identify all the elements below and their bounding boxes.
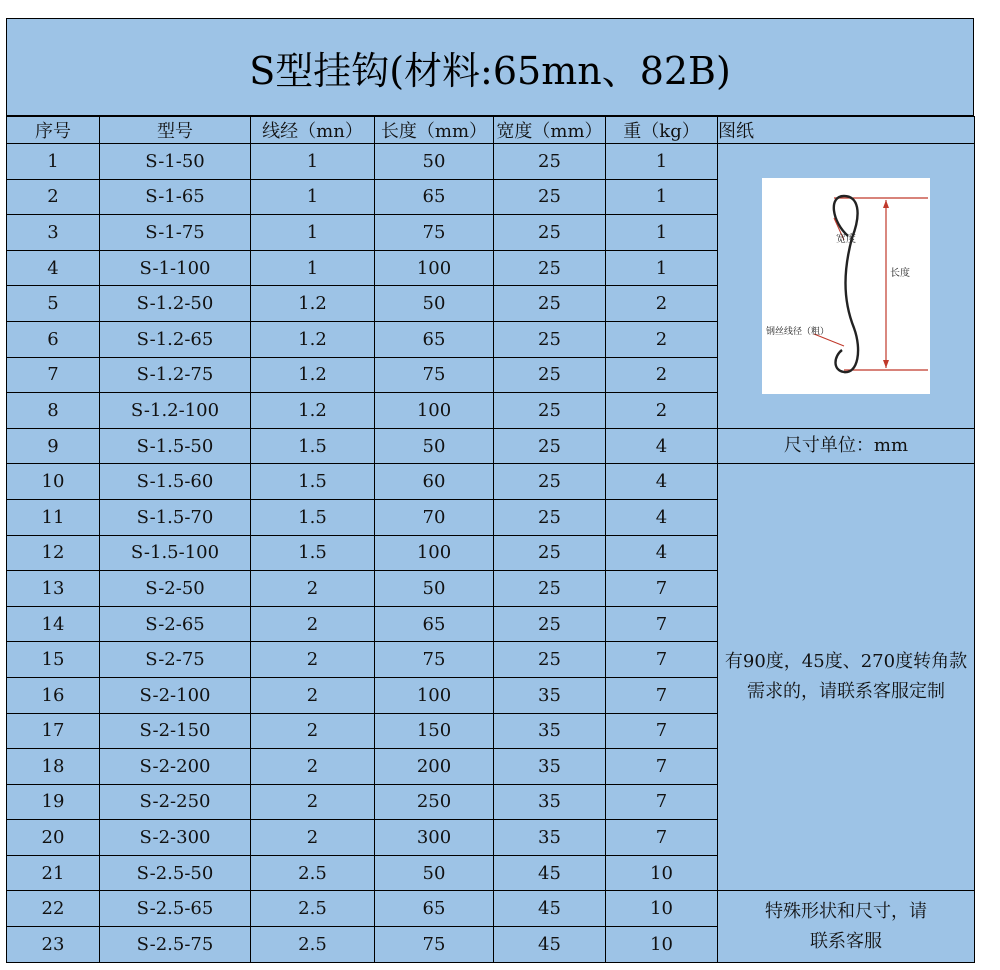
table-cell: S-2-75 — [100, 642, 251, 678]
custom-angle-note: 有90度，45度、270度转角款需求的，请联系客服定制 — [718, 464, 975, 891]
table-cell: 7 — [7, 357, 100, 393]
table-cell: 50 — [375, 286, 494, 322]
table-cell: 50 — [375, 144, 494, 180]
table-cell: 25 — [494, 286, 606, 322]
table-cell: 7 — [606, 642, 718, 678]
table-cell: 65 — [375, 179, 494, 215]
table-cell: 4 — [606, 464, 718, 500]
table-cell: 19 — [7, 784, 100, 820]
table-cell: 25 — [494, 357, 606, 393]
table-cell: 1 — [606, 250, 718, 286]
table-cell: 1.5 — [251, 464, 375, 500]
table-cell: 25 — [494, 464, 606, 500]
table-cell: S-1.5-100 — [100, 535, 251, 571]
table-cell: S-2-100 — [100, 677, 251, 713]
table-cell: 100 — [375, 393, 494, 429]
table-cell: 2 — [251, 713, 375, 749]
table-cell: 1 — [251, 179, 375, 215]
table-cell: 9 — [7, 428, 100, 464]
table-cell: 45 — [494, 891, 606, 927]
table-cell: 2 — [606, 286, 718, 322]
table-cell: 1.2 — [251, 393, 375, 429]
table-cell: 1 — [606, 179, 718, 215]
table-cell: S-2-200 — [100, 749, 251, 785]
table-cell: 25 — [494, 250, 606, 286]
table-cell: S-1.2-65 — [100, 321, 251, 357]
table-cell: 11 — [7, 499, 100, 535]
table-cell: 25 — [494, 321, 606, 357]
table-cell: 17 — [7, 713, 100, 749]
table-cell: 50 — [375, 428, 494, 464]
table-cell: 25 — [494, 393, 606, 429]
table-cell: 2.5 — [251, 927, 375, 963]
table-cell: 14 — [7, 606, 100, 642]
table-cell: 8 — [7, 393, 100, 429]
table-cell: S-1-65 — [100, 179, 251, 215]
unit-note: 尺寸单位：mm — [718, 428, 975, 464]
table-cell: 75 — [375, 357, 494, 393]
table-cell: S-2.5-50 — [100, 855, 251, 891]
table-cell: 25 — [494, 535, 606, 571]
spec-table — [6, 116, 975, 963]
table-cell: S-2-250 — [100, 784, 251, 820]
table-cell: 2 — [251, 606, 375, 642]
width-label: 宽度 — [836, 233, 856, 245]
table-cell: 65 — [375, 606, 494, 642]
table-cell: 1.2 — [251, 357, 375, 393]
table-cell: 1 — [251, 144, 375, 180]
table-cell: 7 — [606, 606, 718, 642]
table-cell: 1.2 — [251, 286, 375, 322]
table-cell: 6 — [7, 321, 100, 357]
table-cell: 10 — [7, 464, 100, 500]
table-cell: 4 — [606, 535, 718, 571]
header-cell: 线经（mn） — [251, 117, 375, 144]
table-cell: S-2-300 — [100, 820, 251, 856]
table-row — [7, 428, 975, 464]
table-cell: 1.5 — [251, 499, 375, 535]
table-cell: 65 — [375, 321, 494, 357]
special-note: 特殊形状和尺寸，请联系客服 — [718, 891, 975, 962]
table-cell: 2 — [251, 749, 375, 785]
table-cell: 21 — [7, 855, 100, 891]
diagram-cell — [718, 144, 975, 429]
table-cell: 16 — [7, 677, 100, 713]
table-cell: 100 — [375, 535, 494, 571]
table-cell: 35 — [494, 749, 606, 785]
table-cell: 7 — [606, 820, 718, 856]
table-cell: 150 — [375, 713, 494, 749]
table-cell: S-1.5-60 — [100, 464, 251, 500]
header-cell: 序号 — [7, 117, 100, 144]
table-cell: 200 — [375, 749, 494, 785]
table-cell: 1 — [606, 215, 718, 251]
table-cell: S-1-75 — [100, 215, 251, 251]
table-cell: 18 — [7, 749, 100, 785]
table-cell: 2 — [606, 393, 718, 429]
table-cell: 25 — [494, 606, 606, 642]
table-cell: 25 — [494, 571, 606, 607]
table-cell: 70 — [375, 499, 494, 535]
table-cell: 5 — [7, 286, 100, 322]
table-cell: S-1.5-50 — [100, 428, 251, 464]
table-cell: 13 — [7, 571, 100, 607]
table-row — [7, 144, 975, 180]
table-cell: 10 — [606, 927, 718, 963]
table-cell: S-1.2-75 — [100, 357, 251, 393]
table-cell: 100 — [375, 677, 494, 713]
table-cell: S-2.5-65 — [100, 891, 251, 927]
table-cell: 75 — [375, 927, 494, 963]
table-cell: 25 — [494, 215, 606, 251]
table-cell: 35 — [494, 784, 606, 820]
table-cell: S-1.5-70 — [100, 499, 251, 535]
table-cell: 1.2 — [251, 321, 375, 357]
table-cell: 25 — [494, 642, 606, 678]
table-cell: 25 — [494, 144, 606, 180]
header-cell: 型号 — [100, 117, 251, 144]
table-cell: S-2-50 — [100, 571, 251, 607]
table-cell: 2.5 — [251, 891, 375, 927]
table-cell: 15 — [7, 642, 100, 678]
table-row — [7, 464, 975, 500]
hook-diagram — [762, 178, 930, 394]
table-cell: 4 — [606, 428, 718, 464]
table-cell: 1.5 — [251, 428, 375, 464]
table-cell: 10 — [606, 891, 718, 927]
table-cell: 1.5 — [251, 535, 375, 571]
table-cell: 1 — [251, 250, 375, 286]
header-cell: 重（kg） — [606, 117, 718, 144]
length-label: 长度 — [890, 267, 910, 279]
table-cell: 25 — [494, 179, 606, 215]
table-cell: 45 — [494, 855, 606, 891]
table-cell: 250 — [375, 784, 494, 820]
header-cell: 宽度（mm） — [494, 117, 606, 144]
table-cell: 2 — [251, 820, 375, 856]
table-cell: 1 — [606, 144, 718, 180]
table-cell: 35 — [494, 713, 606, 749]
table-cell: S-1.2-100 — [100, 393, 251, 429]
table-cell: 75 — [375, 642, 494, 678]
table-cell: 4 — [7, 250, 100, 286]
table-cell: S-1-50 — [100, 144, 251, 180]
table-cell: 2.5 — [251, 855, 375, 891]
table-cell: 2 — [251, 677, 375, 713]
spec-sheet — [6, 18, 974, 963]
table-cell: S-2.5-75 — [100, 927, 251, 963]
table-cell: 1 — [251, 215, 375, 251]
table-cell: 20 — [7, 820, 100, 856]
table-cell: 10 — [606, 855, 718, 891]
table-cell: 50 — [375, 571, 494, 607]
table-cell: 7 — [606, 677, 718, 713]
header-cell: 图纸 — [718, 117, 975, 144]
wire-label: 钢丝线径（粗） — [766, 326, 830, 337]
table-cell: 35 — [494, 820, 606, 856]
table-cell: 2 — [251, 571, 375, 607]
table-cell: 1 — [7, 144, 100, 180]
table-cell: 23 — [7, 927, 100, 963]
table-cell: 60 — [375, 464, 494, 500]
table-cell: 7 — [606, 749, 718, 785]
table-cell: 45 — [494, 927, 606, 963]
table-cell: 7 — [606, 571, 718, 607]
table-cell: 35 — [494, 677, 606, 713]
sheet-title: S型挂钩(材料:65mn、82B) — [6, 18, 974, 116]
table-cell: 25 — [494, 499, 606, 535]
table-cell: S-2-65 — [100, 606, 251, 642]
table-cell: 50 — [375, 855, 494, 891]
table-cell: 300 — [375, 820, 494, 856]
table-cell: 4 — [606, 499, 718, 535]
table-cell: 2 — [251, 784, 375, 820]
table-cell: S-1-100 — [100, 250, 251, 286]
header-row — [7, 117, 975, 144]
table-cell: 25 — [494, 428, 606, 464]
table-cell: 7 — [606, 713, 718, 749]
table-cell: 75 — [375, 215, 494, 251]
table-row — [7, 891, 975, 927]
table-cell: S-2-150 — [100, 713, 251, 749]
table-cell: 22 — [7, 891, 100, 927]
table-cell: 100 — [375, 250, 494, 286]
table-cell: 2 — [606, 357, 718, 393]
header-cell: 长度（mm） — [375, 117, 494, 144]
table-cell: 12 — [7, 535, 100, 571]
table-cell: 7 — [606, 784, 718, 820]
table-cell: 65 — [375, 891, 494, 927]
table-cell: 3 — [7, 215, 100, 251]
table-cell: 2 — [606, 321, 718, 357]
table-cell: 2 — [7, 179, 100, 215]
s-hook-icon — [762, 178, 930, 394]
table-cell: 2 — [251, 642, 375, 678]
table-cell: S-1.2-50 — [100, 286, 251, 322]
